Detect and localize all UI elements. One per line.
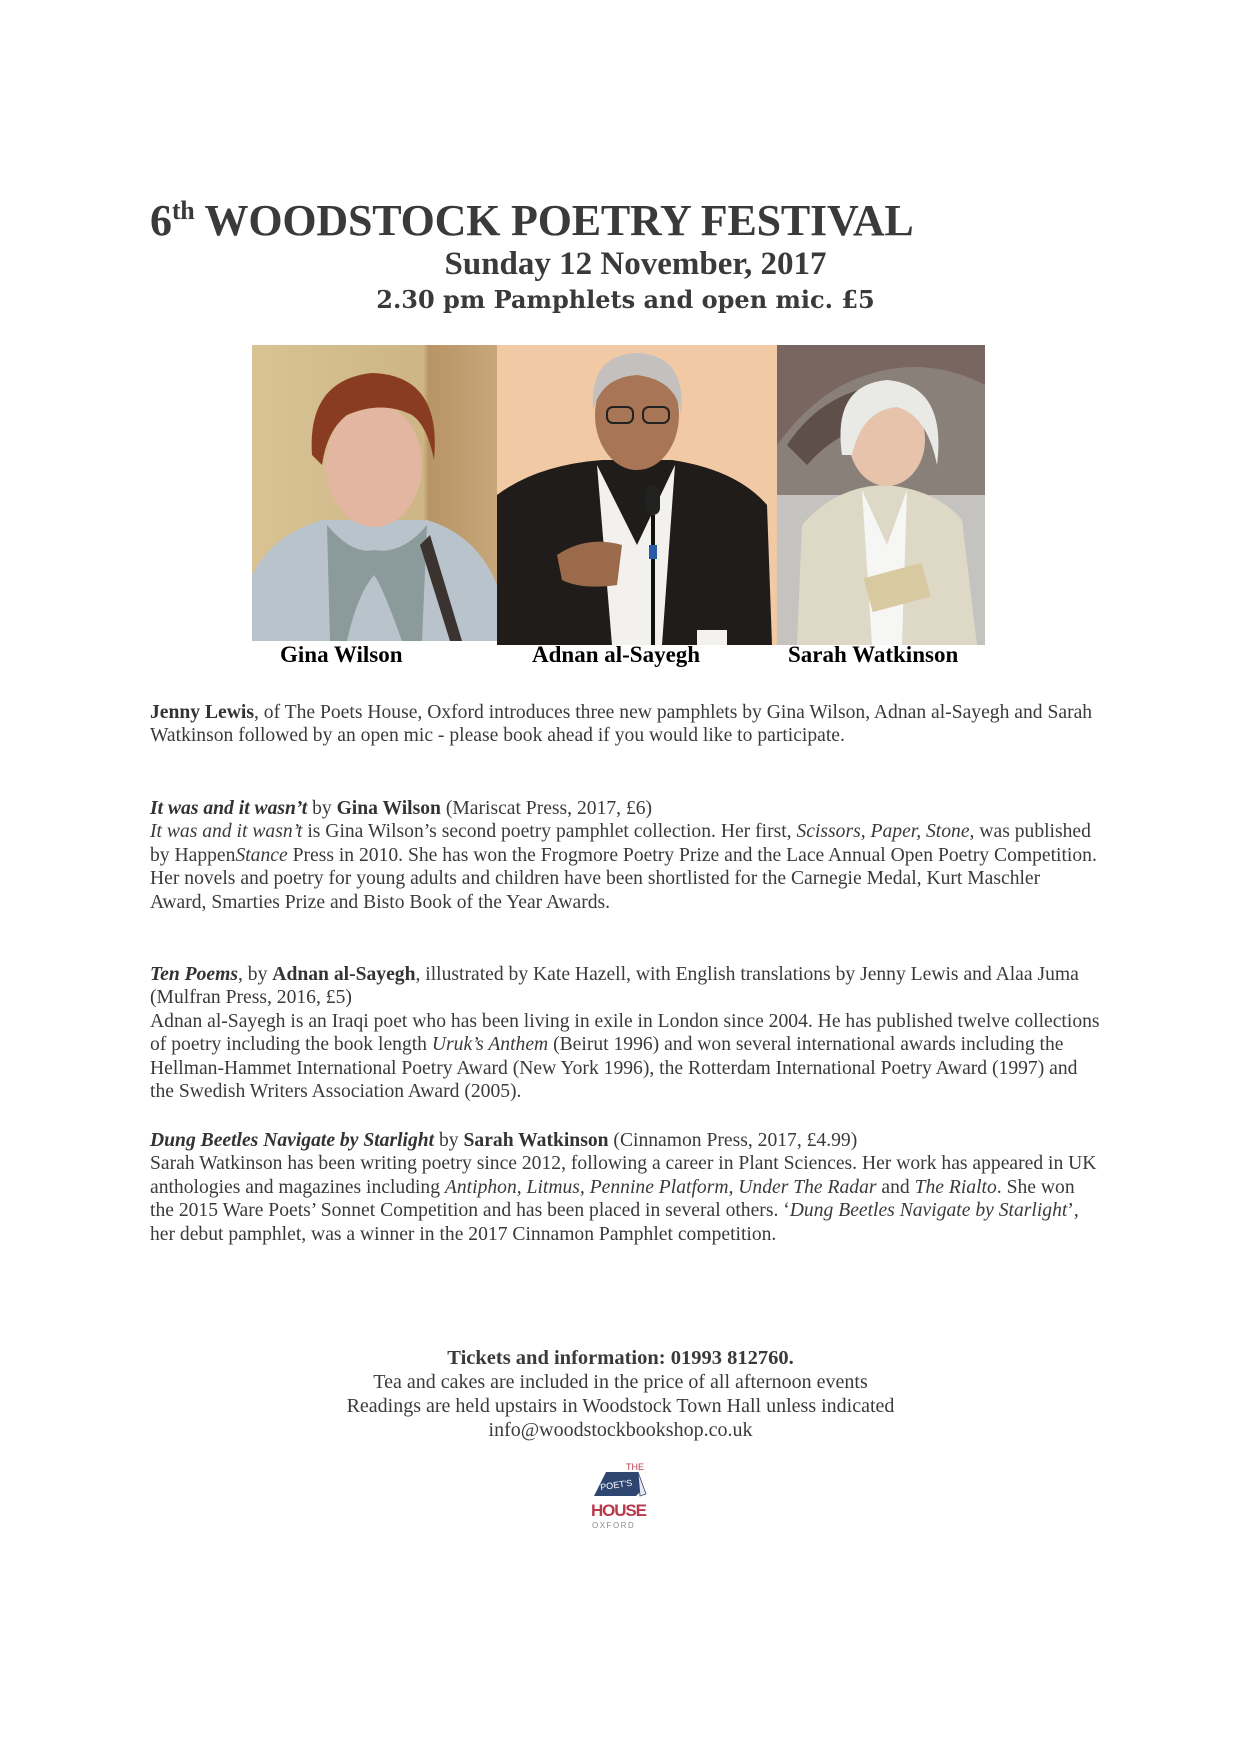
photo-caption: Sarah Watkinson — [788, 642, 959, 667]
poets-house-logo — [586, 1460, 656, 1535]
photo-sarah-watkinson — [777, 345, 985, 645]
author-bio — [150, 820, 1100, 914]
intro-text: , of The Poets House, Oxford introduces three new pamphlets by Gina Wilson, Adnan al-Sayegh and Sarah Watkinson followed by an open mic - please book ahead if you would like to participate. — [150, 702, 1093, 747]
title-ordinal: 6 — [150, 196, 172, 245]
venue-note: Readings are held upstairs in Woodstock Town Hall unless indicated — [346, 1395, 895, 1417]
intro-paragraph — [150, 701, 1100, 748]
book-title: Ten Poems — [150, 964, 238, 985]
contact-email[interactable]: info@woodstockbookshop.co.uk — [488, 1419, 753, 1441]
italic-title: Scissors, Paper, Stone, — [796, 821, 975, 843]
title-text: WOODSTOCK POETRY FESTIVAL — [204, 196, 914, 245]
book-entry — [150, 797, 1100, 914]
by-text: by — [434, 1130, 464, 1151]
title-ordinal-suffix: th — [171, 196, 195, 225]
poet-photos — [252, 345, 987, 645]
photo-caption: Gina Wilson — [280, 642, 403, 667]
bio-text: was published by Happen — [150, 821, 1091, 866]
photo-caption: Adnan al-Sayegh — [532, 642, 701, 667]
book-details: (Cinnamon Press, 2017, £4.99) — [608, 1130, 858, 1151]
book-details: , illustrated by Kate Hazell, with English translations by Jenny Lewis and Alaa Juma (Mulfran Press, 2016, £5) — [150, 964, 1079, 1009]
photo-gina-wilson — [252, 345, 497, 641]
logo-the-text: THE — [626, 1462, 644, 1472]
bio-text: Sarah Watkinson has been writing poetry since 2012, following a career in Plant Sciences. Her work has appeared in UK anthologies and magazines including — [150, 1153, 1097, 1198]
book-author: Gina Wilson — [336, 798, 441, 819]
photo-adnan-al-sayegh — [497, 345, 777, 645]
svg-text:OXFORD: OXFORD — [592, 1521, 636, 1530]
author-bio — [150, 1010, 1100, 1104]
by-text: by — [307, 798, 337, 819]
book-author: Sarah Watkinson — [463, 1130, 609, 1151]
host-name: Jenny Lewis — [150, 702, 254, 723]
bio-text: ’, her debut pamphlet, was a winner in the 2017 Cinnamon Pamphlet competition. — [150, 1200, 1079, 1245]
book-entry — [150, 963, 1100, 1103]
svg-text:POET'S: POET'S — [599, 1477, 633, 1493]
book-details: (Mariscat Press, 2017, £6) — [440, 798, 653, 819]
svg-text:HOUSE: HOUSE — [591, 1501, 647, 1520]
bio-text: . She won the 2015 Ware Poets’ Sonnet Competition and has been placed in several others. ‘ — [150, 1176, 1075, 1222]
italic-title: Dung Beetles Navigate by Starlight — [789, 1200, 1068, 1222]
italic-title: The Rialto — [914, 1176, 997, 1198]
event-date: Sunday 12 November, 2017 — [444, 246, 827, 282]
book-title: It was and it wasn’t — [150, 798, 308, 819]
bio-text: (Beirut 1996) and won several international awards including the Hellman-Hammet International Poetry Award (New York 1996), the Rotterdam International Poetry Award (1997) and the Swedish Writers Association Award (2005). — [150, 1034, 1078, 1103]
bio-text: is Gina Wilson’s second poetry pamphlet collection. Her first, — [302, 821, 797, 843]
author-bio — [150, 1152, 1100, 1246]
by-text: , by — [238, 964, 273, 985]
page-title — [150, 196, 914, 246]
book-title: Dung Beetles Navigate by Starlight — [150, 1130, 435, 1151]
footer-info — [0, 1346, 1241, 1442]
bio-text: Adnan al-Sayegh is an Iraqi poet who has been living in exile in London since 2004. He has published twelve collections of poetry including the book length — [150, 1010, 1100, 1056]
italic-title: Stance — [235, 844, 288, 866]
bio-text: and — [876, 1176, 915, 1198]
book-entry — [150, 1129, 1100, 1246]
book-author: Adnan al-Sayegh — [272, 964, 416, 985]
bio-text: Press in 2010. She has won the Frogmore Poetry Prize and the Lace Annual Open Poetry Competition. Her novels and poetry for young adults and children have been shortlisted for the Carnegie Medal, Kurt Maschler Award, Smarties Prize and Bisto Book of the Year Awards. — [150, 844, 1097, 913]
italic-title: Antiphon, Litmus, Pennine Platform, Under The Radar — [444, 1176, 877, 1198]
tea-cakes-note: Tea and cakes are included in the price of all afternoon events — [373, 1371, 868, 1393]
italic-title: It was and it wasn’t — [150, 821, 303, 843]
tickets-info: Tickets and information: 01993 812760. — [447, 1347, 794, 1369]
italic-title: Uruk’s Anthem — [431, 1034, 549, 1056]
event-time-price: 2.30 pm Pamphlets and open mic. £5 — [376, 285, 875, 314]
